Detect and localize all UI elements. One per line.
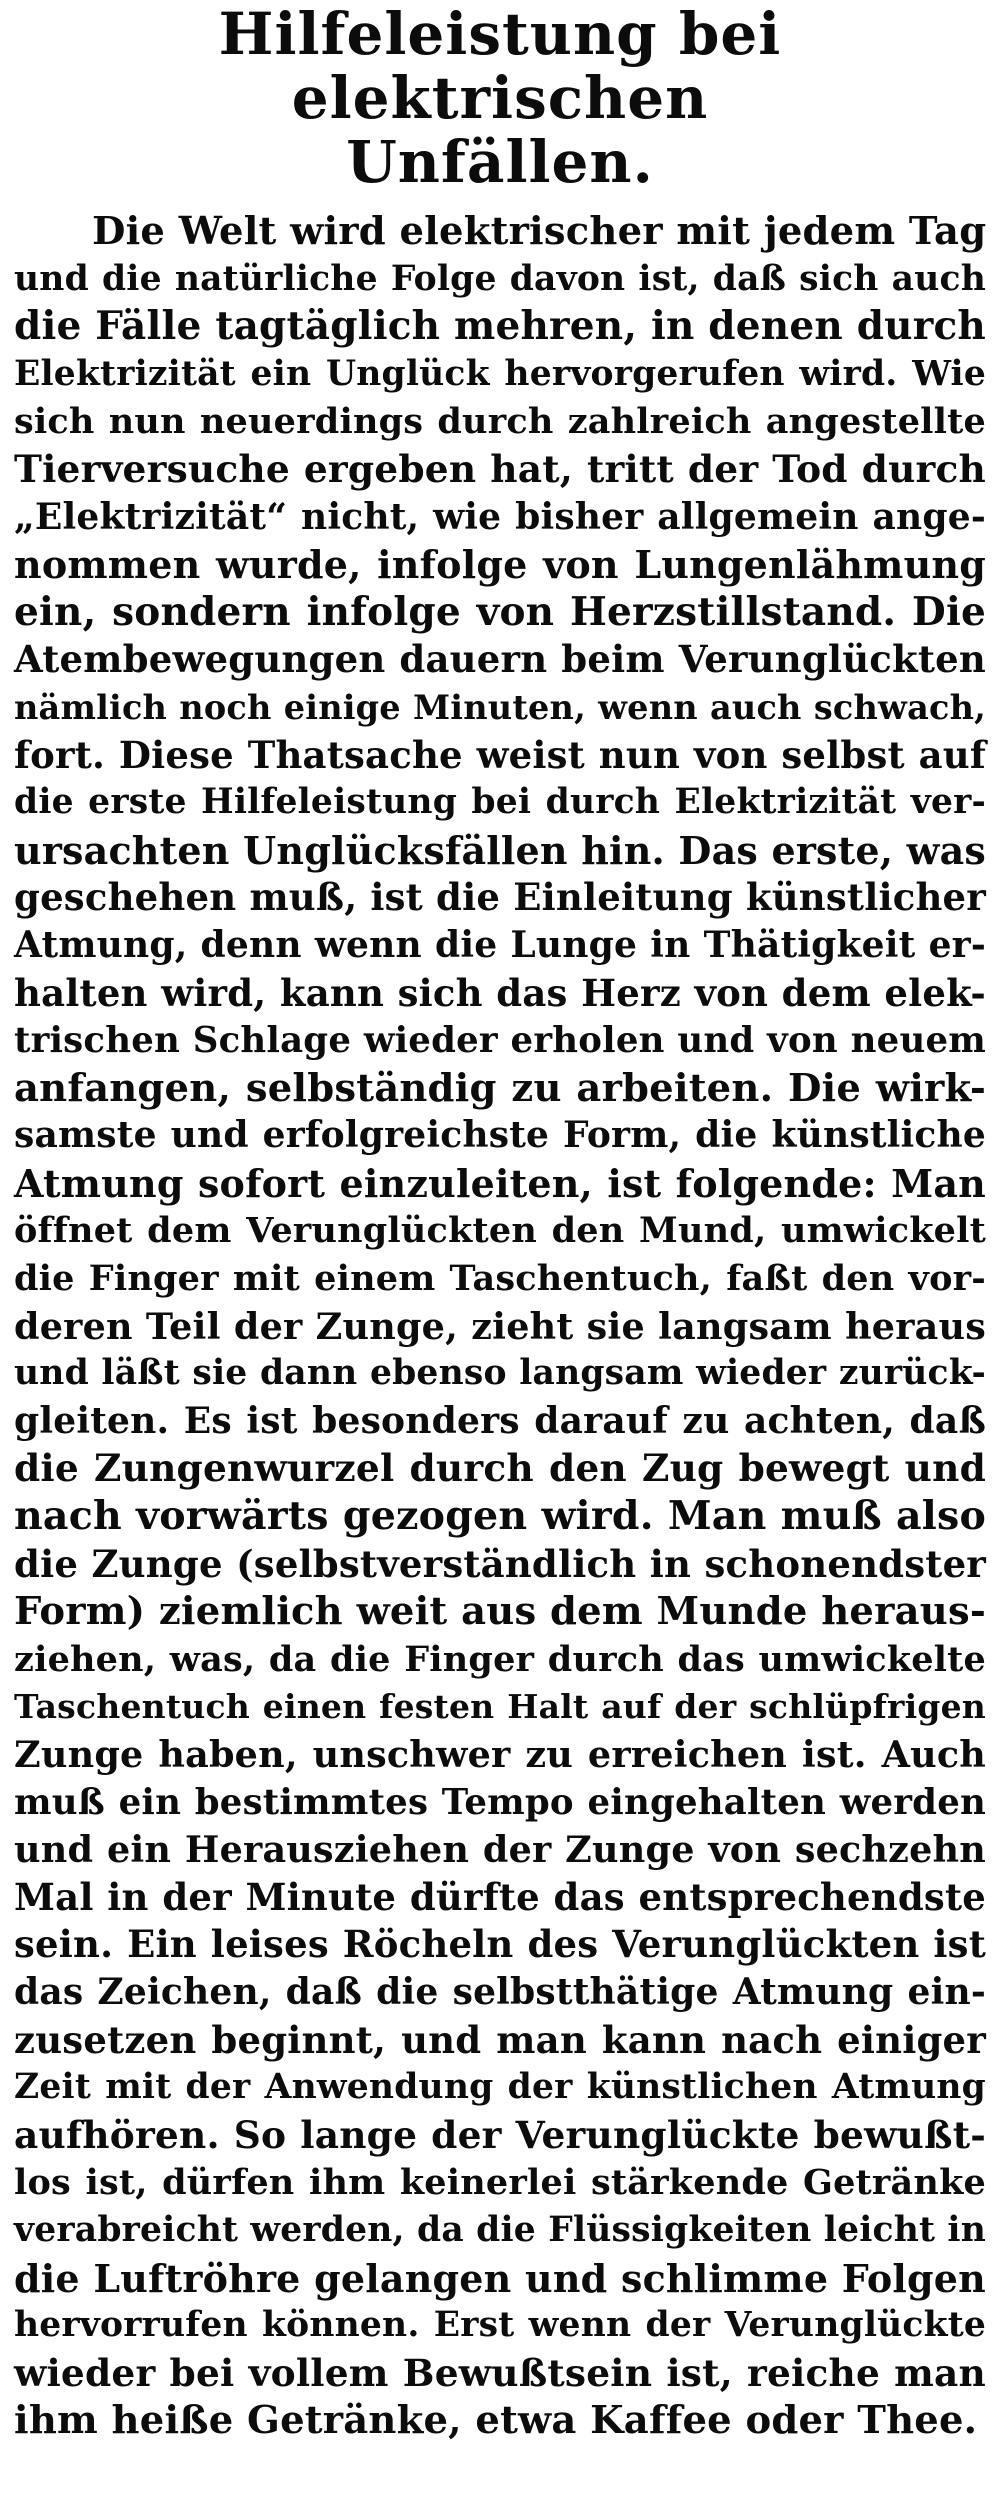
body-line: das Zeichen, daß die selbstthätige Atmung ein- [14,1970,986,2013]
body-line: und ein Herausziehen der Zunge von sechzehn [14,1828,986,1872]
body-line: halten wird, kann sich das Herz von dem elek- [14,970,986,1015]
body-line: Atmung, denn wenn die Lunge in Thätigkeit er- [14,923,986,966]
body-line: verabreicht werden, da die Flüssigkeiten leicht in [14,2209,986,2250]
body-line: Form) ziemlich weit aus dem Munde heraus- [14,1589,986,1635]
body-line: „Elektrizität“ nicht, wie bisher allgemein ange- [14,495,986,538]
headline-line-2: Unfällen. [346,128,654,196]
article-headline [14,0,986,194]
body-line: sein. Ein leises Röcheln des Verunglückten ist [14,1922,986,1967]
body-line: Zeit mit der Anwendung der künstlichen Atmung [14,2067,986,2108]
body-line: die Luftröhre gelangen und schlimme Folgen [14,2255,986,2301]
body-line: nämlich noch einige Minuten, wenn auch schwach, [14,687,986,727]
body-line: deren Teil der Zunge, zieht sie langsam heraus [14,1304,986,1348]
body-line: sich nun neuerdings durch zahlreich angestellte [14,401,986,443]
body-line: nach vorwärts gezogen wird. Man muß also [14,1493,986,1540]
body-line: die Zungenwurzel durch den Zug bewegt und [14,1446,986,1491]
body-line: fort. Diese Thatsache weist nun von selbst auf [14,732,986,777]
body-line: öffnet dem Verunglückten den Mund, umwickelt [14,1210,986,1252]
body-line: die Finger mit einem Taschentuch, faßt den vor- [14,1258,986,1300]
body-line: Taschentuch einen festen Halt auf der schlüpfrigen [14,1687,986,1727]
body-line: los ist, dürfen ihm keinerlei stärkende Getränke [14,2162,986,2204]
body-line: Mal in der Minute dürfte das entsprechendste [14,1874,986,1919]
body-line: ein, sondern infolge von Herzstillstand. Die [14,588,986,635]
body-line: aufhören. So lange der Verunglückte bewußt- [14,2112,986,2157]
body-line: Zunge haben, unschwer zu erreichen ist. Auch [14,1733,986,1776]
body-line: geschehen muß, ist die Einleitung künstlicher [14,875,986,920]
body-line: ihm heiße Getränke, etwa Kaffee oder Thee. [14,2398,978,2444]
headline-line-1: Hilfeleistung bei elektrischen [218,0,782,132]
body-line: und läßt sie dann ebenso langsam wieder zurück- [14,1353,986,1394]
body-line: trischen Schlage wieder erholen und von neuem [14,1020,986,1062]
body-line: zusetzen beginnt, und man kann nach einiger [14,2017,986,2062]
body-line: ziehen, was, da die Finger durch das umwickelte [14,1638,986,1680]
newspaper-article [14,0,986,2519]
body-line: und die natürliche Folge davon ist, daß sich auch [14,258,986,299]
body-line: nommen wurde, infolge von Lungenlähmung [14,542,986,588]
body-line: muß ein bestimmtes Tempo eingehalten werden [14,1781,986,1823]
body-line: Atmung sofort einzuleiten, ist folgende: Man [14,1160,986,1206]
body-line: Atembewegungen dauern beim Verunglückten [14,637,986,682]
body-line: hervorrufen können. Erst wenn der Verunglückte [14,2305,986,2346]
body-line: ursachten Unglücksfällen hin. Das erste, was [14,827,986,873]
body-line: die erste Hilfeleistung bei durch Elektrizität ver- [14,782,986,823]
body-line: anfangen, selbständig zu arbeiten. Die wirk- [14,1065,986,1111]
body-line: Elektrizität ein Unglück hervorgerufen wird. Wie [14,353,986,394]
body-line: gleiten. Es ist besonders darauf zu achten, daß [14,1399,986,1442]
body-line: wieder bei vollem Bewußtsein ist, reiche man [14,2350,986,2395]
body-line: die Fälle tagtäglich mehren, in denen durch [14,303,986,350]
body-line: Die Welt wird elektrischer mit jedem Tag [92,209,987,254]
body-line: Tierversuche ergeben hat, tritt der Tod durch [14,446,986,491]
article-body [14,208,986,2445]
body-line: samste und erfolgreichste Form, die künstliche [14,1114,986,1157]
body-line: die Zunge (selbstverständlich in schonendster [14,1541,986,1586]
